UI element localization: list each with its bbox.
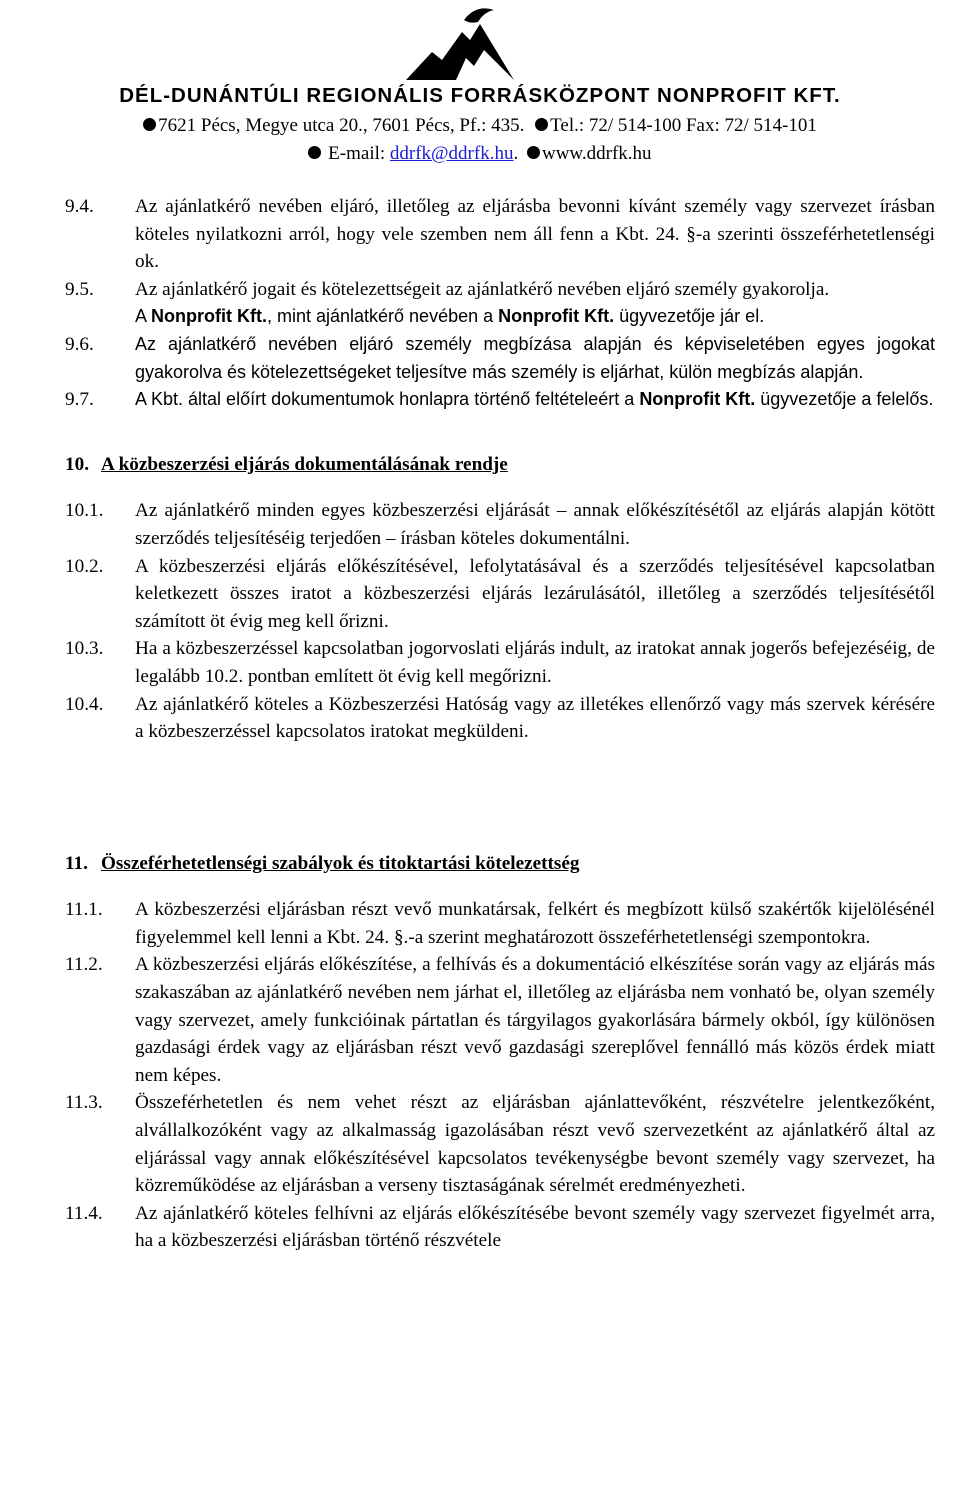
item-text: Az ajánlatkérő köteles felhívni az eljárás előkészítésébe bevont személy vagy szervezet figyelmét arra, ha a közbeszerzési eljárásban történő részvétele: [135, 1202, 935, 1252]
section-heading: [65, 451, 935, 479]
item-number: 9.5.: [65, 278, 94, 300]
section-number: 10.: [65, 453, 89, 475]
document-body: [65, 193, 935, 1255]
item-number: 11.3.: [65, 1092, 103, 1114]
bullet-dot-icon: [535, 118, 548, 131]
item-number: 10.4.: [65, 693, 104, 715]
list-item: [65, 553, 935, 636]
phone-text: Tel.: 72/ 514-100 Fax: 72/ 514-101: [550, 115, 817, 136]
item-text: Az ajánlatkérő nevében eljáró személy megbízása alapján és képviseletében egyes jogokat gyakorolva és kötelezettségeket teljesítve más személy is eljárhat, külön megbízás alapján.: [135, 333, 935, 382]
item-number: 9.4.: [65, 196, 94, 217]
item-number: 9.7.: [65, 389, 94, 411]
list-item: [65, 951, 935, 1089]
item-text: Összeférhetetlen és nem vehet részt az eljárásban ajánlattevőként, részvételre jelentkezőként, alvállalkozóként vagy az alkalmasság igazolásában részt vevő szervezetként az ajánlatkérő által az eljárással vagy annak előkészítésével kapcsolatos tevékenységbe bevont személy vagy szervezet, ha közreműködése az eljárásban a verseny tisztaságának sérelmét eredményezheti.: [135, 1092, 935, 1197]
item-text-part: ügyvezetője a felelős.: [755, 389, 934, 410]
note-bold-text: Nonprofit Kft.: [151, 306, 267, 327]
item-text: A közbeszerzési eljárás előkészítésével, lefolytatásával és a szerződés teljesítésével kapcsolatban keletkezett összes iratot a közbeszerzési eljárás lezárulásától, illetőleg a szerződés teljesítésétől számított öt évig meg kell őrizni.: [135, 555, 935, 632]
list-item: [65, 276, 935, 304]
item-text: A közbeszerzési eljárás előkészítése, a felhívás és a dokumentáció elkészítése során vagy az eljárás más szakaszában az ajánlatkérő nevében nem járhat el, illetőleg az eljárásba nem vonható be, olyan személy vagy szervezet, amely funkcióinak pártatlan és tárgyilagos gyakorlására bármely okból, így különösen gazdasági érdek vagy az eljárásban részt vevő gazdasági szereplővel fennálló más közös érdek miatt nem képes.: [135, 954, 935, 1086]
bullet-dot-icon: [143, 118, 156, 131]
item-note: [65, 303, 935, 331]
email-link[interactable]: ddrfk@ddrfk.hu: [389, 143, 514, 164]
item-number: 11.4.: [65, 1202, 103, 1224]
note-bold-text: Nonprofit Kft.: [498, 306, 615, 327]
contact-line-web: [0, 143, 960, 165]
item-number: 10.2.: [65, 555, 104, 577]
section-number: 11.: [65, 852, 88, 874]
list-item: [65, 1089, 935, 1199]
section-title: Összeférhetetlenségi szabályok és titoktartási kötelezettség: [101, 852, 580, 874]
contact-line-address: [0, 115, 960, 137]
item-number: 10.1.: [65, 500, 104, 522]
item-number: 11.2.: [65, 954, 103, 976]
list-item: [65, 635, 935, 690]
item-text-part: A Kbt. által előírt dokumentumok honlapra történő feltételeért a: [135, 389, 640, 410]
item-text: A közbeszerzési eljárásban részt vevő munkatársak, felkért és megbízott külső szakértők kijelölésénél figyelemmel kell lenni a Kbt. 24. §.-a szerint meghatározott összeférhetetlenségi szempontokra.: [135, 899, 935, 948]
bullet-dot-icon: [308, 146, 321, 159]
item-text: [135, 386, 935, 414]
item-text: Az ajánlatkérő minden egyes közbeszerzési eljárását – annak előkészítésétől az eljárás alapján kötött szerződés teljesítéséig terjedően – írásban köteles dokumentálni.: [135, 500, 935, 549]
list-item: [65, 691, 935, 746]
item-number: 9.6.: [65, 333, 94, 355]
address-text: 7621 Pécs, Megye utca 20., 7601 Pécs, Pf.: 435.: [158, 115, 525, 136]
list-item: [65, 1200, 935, 1255]
note-text: A: [135, 306, 152, 327]
item-text: Ha a közbeszerzéssel kapcsolatban jogorvoslati eljárás indult, az iratokat annak jogerős befejezéséig, de legalább 10.2. pontban említett öt évig kell megőrizni.: [135, 638, 935, 687]
website-text: www.ddrfk.hu: [541, 143, 652, 164]
item-number: 10.3.: [65, 638, 104, 660]
item-text: Az ajánlatkérő nevében eljáró, illetőleg az eljárásba bevonni kívánt személy vagy szervezet írásban köteles nyilatkozni arról, hogy vele szemben nem áll fenn a Kbt. 24. §-a szerinti összeférhetetlenségi ok.: [135, 196, 935, 273]
organization-name: DÉL-DUNÁNTÚLI REGIONÁLIS FORRÁSKÖZPONT NONPROFIT KFT.: [119, 84, 841, 107]
note-text: , mint ajánlatkérő nevében a: [266, 306, 499, 327]
email-suffix: .: [513, 143, 519, 164]
item-bold-text: Nonprofit Kft.: [639, 389, 756, 410]
section-title: A közbeszerzési eljárás dokumentálásának rendje: [101, 453, 508, 475]
email-label: E-mail:: [328, 143, 390, 164]
note-text: ügyvezetője jár el.: [614, 306, 765, 327]
item-text: Az ajánlatkérő köteles a Közbeszerzési Hatóság vagy az illetékes ellenőrző vagy más szervek kérésére a közbeszerzéssel kapcsolatos iratokat megküldeni.: [135, 693, 935, 743]
list-item: [65, 193, 935, 276]
list-item: [65, 896, 935, 951]
organization-logo: [404, 2, 516, 82]
list-item: [65, 386, 935, 414]
bullet-dot-icon: [527, 146, 540, 159]
item-text: Az ajánlatkérő jogait és kötelezettségeit az ajánlatkérő nevében eljáró személy gyakorolja.: [135, 278, 830, 300]
section-heading: [65, 850, 935, 878]
list-item: [65, 497, 935, 552]
list-item: [65, 331, 935, 386]
item-number: 11.1.: [65, 899, 103, 921]
